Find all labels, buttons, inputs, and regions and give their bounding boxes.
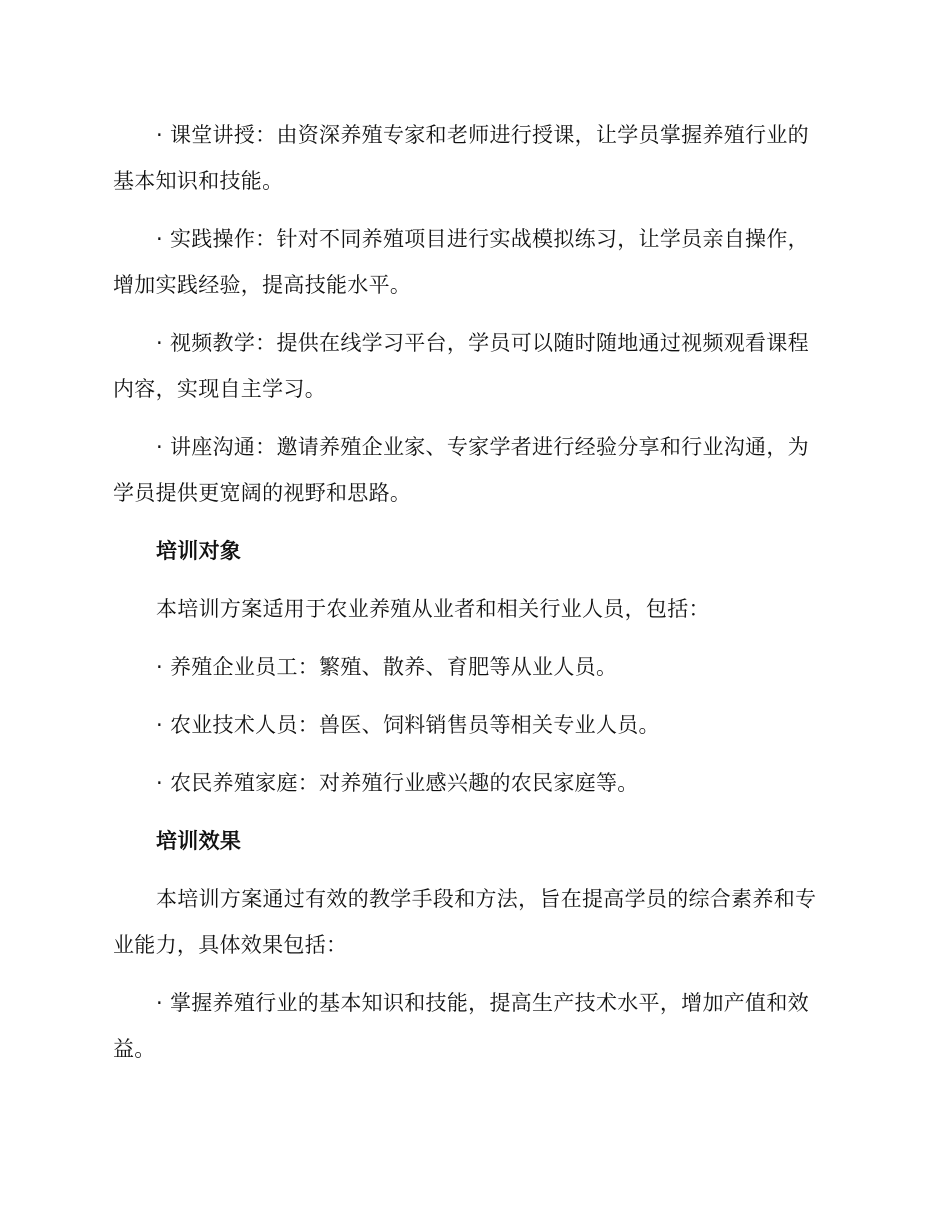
section-heading-training-target: 培训对象 <box>156 539 242 563</box>
bullet-classroom-teaching: · 课堂讲授：由资深养殖专家和老师进行授课，让学员掌握养殖行业的基本知识和技能。 <box>113 123 809 193</box>
training-effect-intro: 本培训方案通过有效的教学手段和方法，旨在提高学员的综合素养和专业能力，具体效果包括： <box>113 887 817 957</box>
bullet-technical-staff: · 农业技术人员：兽医、饲料销售员等相关专业人员。 <box>156 713 660 737</box>
bullet-video-teaching: · 视频教学：提供在线学习平台，学员可以随时随地通过视频观看课程内容，实现自主学习。 <box>113 331 809 401</box>
training-target-intro: 本培训方案适用于农业养殖从业者和相关行业人员，包括： <box>156 597 710 621</box>
bullet-master-knowledge: · 掌握养殖行业的基本知识和技能，提高生产技术水平，增加产值和效益。 <box>113 991 809 1061</box>
bullet-lecture-communication: · 讲座沟通：邀请养殖企业家、专家学者进行经验分享和行业沟通，为学员提供更宽阔的视野和思路。 <box>113 435 809 505</box>
bullet-farming-families: · 农民养殖家庭：对养殖行业感兴趣的农民家庭等。 <box>156 771 639 795</box>
bullet-practical-operation: · 实践操作：针对不同养殖项目进行实战模拟练习，让学员亲自操作，增加实践经验，提高技能水平。 <box>113 227 809 297</box>
section-heading-training-effect: 培训效果 <box>156 829 242 853</box>
bullet-enterprise-staff: · 养殖企业员工：繁殖、散养、育肥等从业人员。 <box>156 655 618 679</box>
